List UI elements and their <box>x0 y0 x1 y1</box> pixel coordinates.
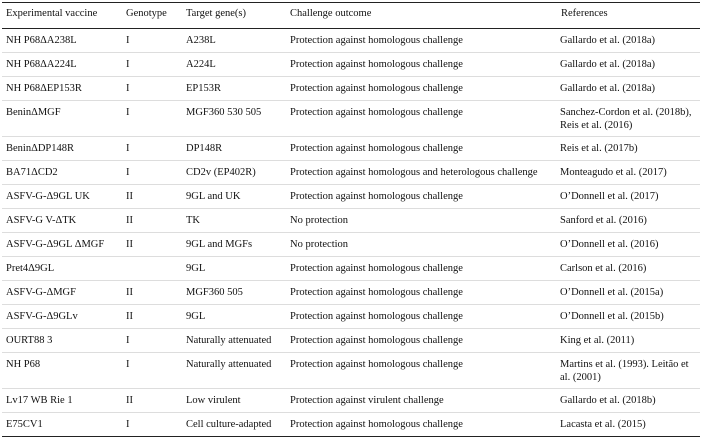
cell-target-genes: Low virulent <box>186 395 241 406</box>
cell-vaccine: Pret4Δ9GL <box>6 263 55 274</box>
cell-challenge-outcome: Protection against virulent challenge <box>290 395 444 406</box>
cell-vaccine: OURT88 3 <box>6 335 53 346</box>
cell-vaccine: BeninΔDP148R <box>6 143 75 154</box>
cell-target-genes: CD2v (EP402R) <box>186 167 256 178</box>
table-row <box>2 161 700 185</box>
table-header-row <box>2 3 700 29</box>
cell-references <box>557 137 700 161</box>
cell-target-genes: Naturally attenuated <box>186 359 272 370</box>
reference-line: al. (2001) <box>560 372 601 383</box>
reference-line: King et al. (2011) <box>560 335 635 346</box>
cell-challenge-outcome: Protection against homologous challenge <box>290 35 463 46</box>
table-row <box>2 413 700 437</box>
cell-genotype: I <box>126 107 130 118</box>
cell-references <box>557 53 700 77</box>
cell-genotype: II <box>126 287 133 298</box>
cell-target-genes: A238L <box>186 35 216 46</box>
table-row <box>2 137 700 161</box>
cell-references <box>557 185 700 209</box>
reference-line: O’Donnell et al. (2015b) <box>560 311 664 322</box>
table-row <box>2 281 700 305</box>
cell-vaccine: ASFV-G-ΔMGF <box>6 287 76 298</box>
cell-genotype: I <box>126 83 130 94</box>
cell-references <box>557 101 700 137</box>
cell-target-genes: 9GL <box>186 263 206 274</box>
cell-references <box>557 281 700 305</box>
cell-references <box>557 389 700 413</box>
cell-challenge-outcome: Protection against homologous challenge <box>290 191 463 202</box>
table-row <box>2 389 700 413</box>
cell-genotype: I <box>126 167 130 178</box>
header-genotype: Genotype <box>122 3 182 29</box>
cell-references <box>557 233 700 257</box>
cell-vaccine: Lv17 WB Rie 1 <box>6 395 73 406</box>
cell-references <box>557 257 700 281</box>
reference-line: O’Donnell et al. (2017) <box>560 191 659 202</box>
reference-line: Gallardo et al. (2018b) <box>560 395 656 406</box>
cell-vaccine: ASFV-G V-ΔTK <box>6 215 77 226</box>
cell-references <box>557 353 700 389</box>
cell-challenge-outcome: Protection against homologous challenge <box>290 311 463 322</box>
cell-vaccine: E75CV1 <box>6 419 43 430</box>
cell-challenge-outcome: Protection against homologous and heterologous challenge <box>290 167 538 178</box>
table-row <box>2 101 700 137</box>
reference-line: Gallardo et al. (2018a) <box>560 59 656 70</box>
cell-challenge-outcome: Protection against homologous challenge <box>290 107 463 118</box>
reference-line: Lacasta et al. (2015) <box>560 419 646 430</box>
reference-line: Carlson et al. (2016) <box>560 263 647 274</box>
cell-genotype: II <box>126 191 133 202</box>
cell-challenge-outcome: No protection <box>290 215 349 226</box>
cell-genotype <box>122 257 182 281</box>
cell-genotype: I <box>126 59 130 70</box>
table-body <box>2 29 700 437</box>
cell-genotype: II <box>126 311 133 322</box>
cell-genotype: II <box>126 239 133 250</box>
reference-line: O’Donnell et al. (2015a) <box>560 287 664 298</box>
table-row <box>2 329 700 353</box>
cell-challenge-outcome: Protection against homologous challenge <box>290 83 463 94</box>
cell-references <box>557 329 700 353</box>
reference-line: O’Donnell et al. (2016) <box>560 239 659 250</box>
cell-target-genes: TK <box>186 215 200 226</box>
reference-line: Sanchez-Cordon et al. (2018b), <box>560 107 692 118</box>
table-row <box>2 29 700 53</box>
table-row <box>2 305 700 329</box>
cell-genotype: I <box>126 143 130 154</box>
reference-line: Sanford et al. (2016) <box>560 215 647 226</box>
reference-line: Martins et al. (1993). Leitão et <box>560 359 689 370</box>
cell-target-genes: MGF360 530 505 <box>186 107 262 118</box>
header-target-genes: Target gene(s) <box>182 3 286 29</box>
cell-vaccine: ASFV-G-Δ9GL ΔMGF <box>6 239 105 250</box>
cell-references <box>557 209 700 233</box>
header-references: References <box>557 3 700 29</box>
cell-target-genes: DP148R <box>186 143 223 154</box>
cell-target-genes: Naturally attenuated <box>186 335 272 346</box>
cell-challenge-outcome: Protection against homologous challenge <box>290 287 463 298</box>
table-row <box>2 257 700 281</box>
cell-challenge-outcome: Protection against homologous challenge <box>290 359 463 370</box>
cell-vaccine: ASFV-G-Δ9GL UK <box>6 191 90 202</box>
reference-line: Gallardo et al. (2018a) <box>560 83 656 94</box>
cell-target-genes: 9GL and MGFs <box>186 239 253 250</box>
cell-genotype: I <box>126 335 130 346</box>
cell-genotype: II <box>126 395 133 406</box>
reference-line: Reis et al. (2017b) <box>560 143 638 154</box>
table-row <box>2 353 700 389</box>
cell-vaccine: BA71ΔCD2 <box>6 167 58 178</box>
cell-challenge-outcome: Protection against homologous challenge <box>290 263 463 274</box>
reference-line: Gallardo et al. (2018a) <box>560 35 656 46</box>
cell-challenge-outcome: Protection against homologous challenge <box>290 143 463 154</box>
header-vaccine: Experimental vaccine <box>2 3 122 29</box>
cell-references <box>557 413 700 437</box>
document-page <box>0 2 702 441</box>
cell-challenge-outcome: No protection <box>290 239 349 250</box>
header-challenge-outcome: Challenge outcome <box>286 3 557 29</box>
cell-genotype: I <box>126 359 130 370</box>
cell-target-genes: 9GL <box>186 311 206 322</box>
reference-line: Reis et al. (2016) <box>560 120 633 131</box>
table-row <box>2 77 700 101</box>
cell-target-genes: EP153R <box>186 83 222 94</box>
cell-genotype: II <box>126 215 133 226</box>
cell-vaccine: NH P68ΔEP153R <box>6 83 82 94</box>
table-row <box>2 53 700 77</box>
cell-challenge-outcome: Protection against homologous challenge <box>290 59 463 70</box>
reference-line: Monteagudo et al. (2017) <box>560 167 667 178</box>
cell-vaccine: BeninΔMGF <box>6 107 61 118</box>
table-row <box>2 185 700 209</box>
cell-references <box>557 305 700 329</box>
cell-challenge-outcome: Protection against homologous challenge <box>290 335 463 346</box>
cell-references <box>557 29 700 53</box>
cell-genotype: I <box>126 419 130 430</box>
vaccine-table <box>2 2 700 437</box>
table-row <box>2 209 700 233</box>
cell-vaccine: NH P68ΔA238L <box>6 35 77 46</box>
table-row <box>2 233 700 257</box>
cell-challenge-outcome: Protection against homologous challenge <box>290 419 463 430</box>
cell-references <box>557 161 700 185</box>
cell-vaccine: NH P68ΔA224L <box>6 59 77 70</box>
cell-target-genes: 9GL and UK <box>186 191 241 202</box>
cell-target-genes: A224L <box>186 59 216 70</box>
cell-vaccine: NH P68 <box>6 359 41 370</box>
cell-genotype: I <box>126 35 130 46</box>
cell-vaccine: ASFV-G-Δ9GLv <box>6 311 78 322</box>
cell-references <box>557 77 700 101</box>
cell-target-genes: MGF360 505 <box>186 287 243 298</box>
cell-target-genes: Cell culture-adapted <box>186 419 272 430</box>
